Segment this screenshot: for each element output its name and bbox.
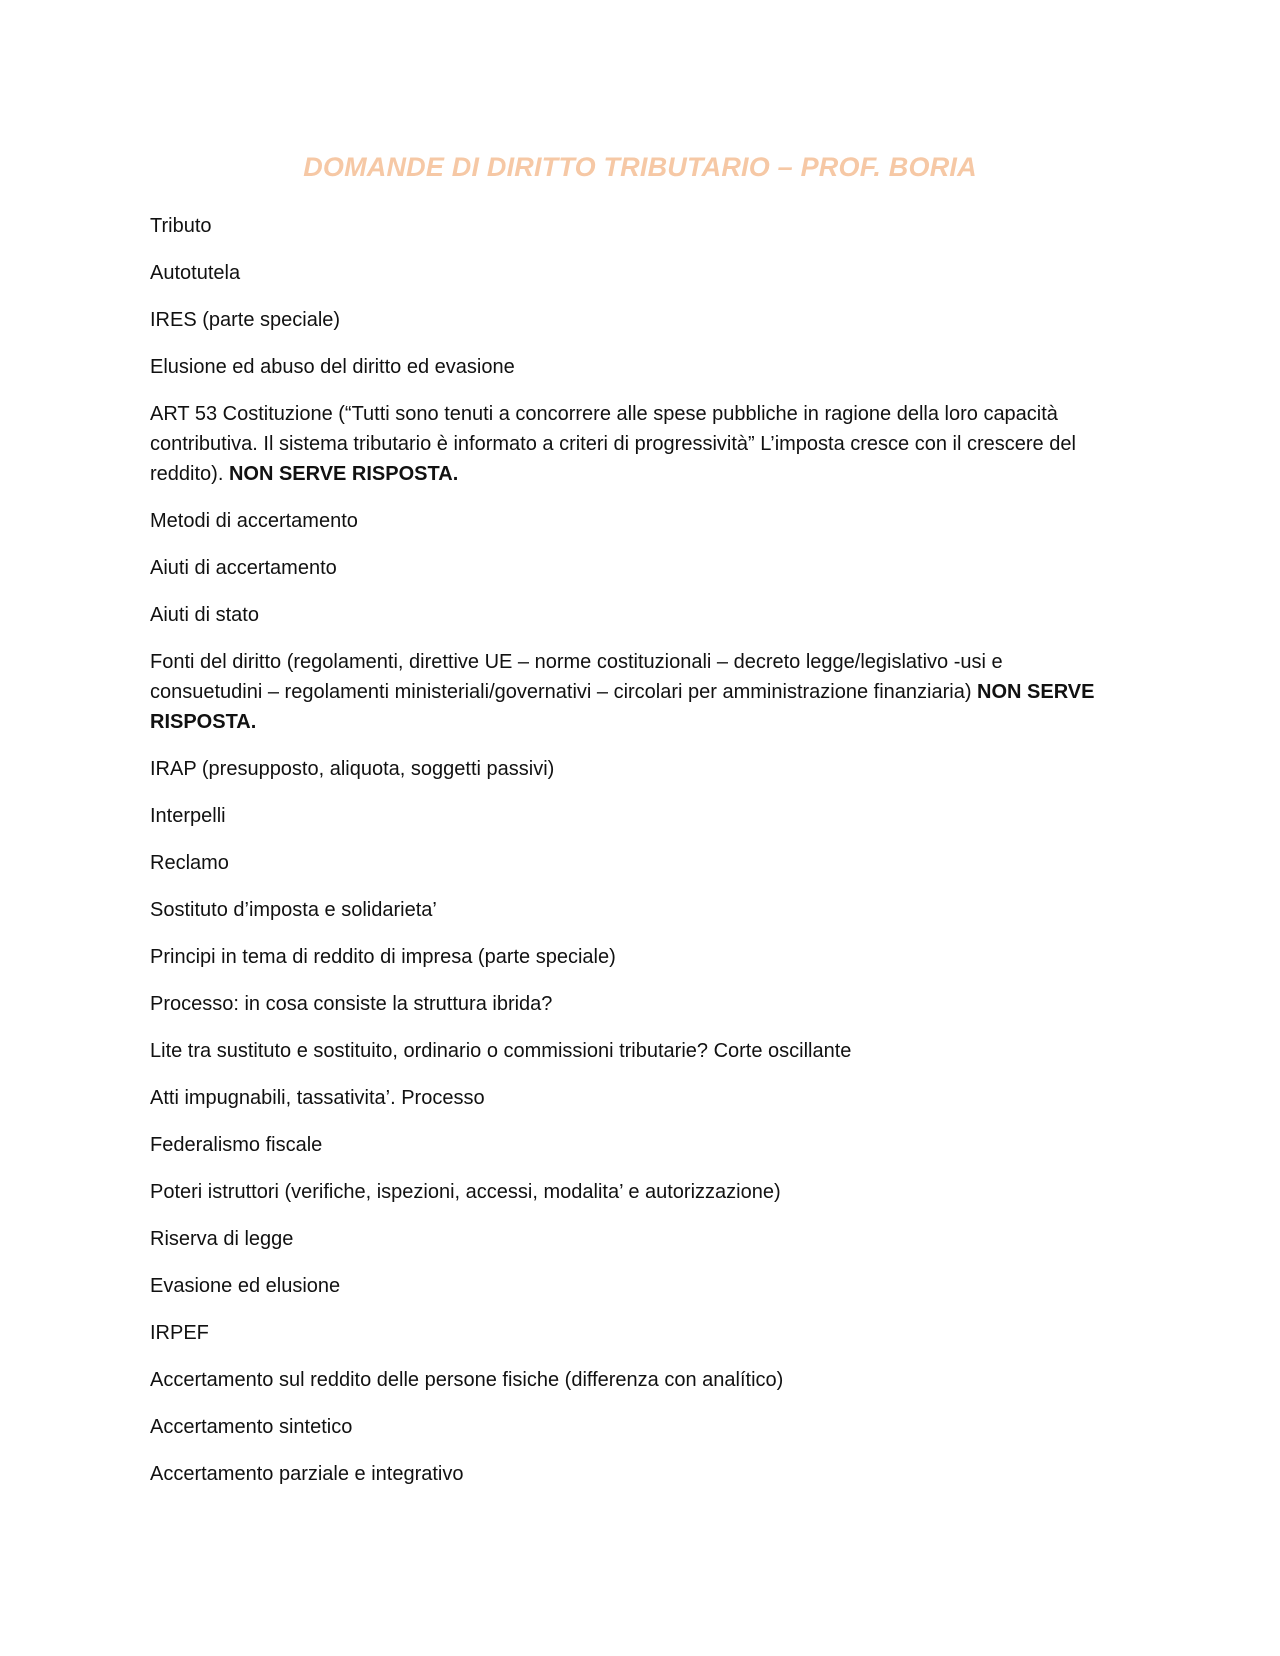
question-text: Fonti del diritto (regolamenti, direttive UE – norme costituzionali – decreto legge/legislativo -usi e consuetudini – regolamenti ministeriali/governativi – circolari per amministrazione finanziaria) [150,651,1003,703]
question-item: Reclamo [150,852,229,874]
question-item: Accertamento sintetico [150,1416,353,1438]
question-item: IRPEF [150,1322,209,1344]
question-item: Tributo [150,215,212,237]
no-answer-note: NON SERVE RISPOSTA. [150,681,1095,733]
question-item: IRAP (presupposto, aliquota, soggetti passivi) [150,758,555,780]
question-item: Riserva di legge [150,1228,294,1250]
page-title: DOMANDE DI DIRITTO TRIBUTARIO – PROF. BORIA [303,152,977,182]
question-item: Metodi di accertamento [150,510,358,532]
question-list [150,211,1110,1506]
question-item: IRES (parte speciale) [150,309,341,331]
question-item: Sostituto d’imposta e solidarieta’ [150,899,437,921]
question-item: Poteri istruttori (verifiche, ispezioni, accessi, modalita’ e autorizzazione) [150,1181,781,1203]
no-answer-note: NON SERVE RISPOSTA. [228,463,459,485]
question-item: Principi in tema di reddito di impresa (parte speciale) [150,946,616,968]
question-item: Aiuti di accertamento [150,557,337,579]
question-item: Lite tra sustituto e sostituito, ordinario o commissioni tributarie? Corte oscillante [150,1040,852,1062]
question-text: ART 53 Costituzione (“Tutti sono tenuti a concorrere alle spese pubbliche in ragione della loro capacità contributiva. Il sistema tributario è informato a criteri di progressività” L’imposta cresce con il crescere del reddito). [150,403,1076,485]
question-item: Evasione ed elusione [150,1275,341,1297]
question-item: Accertamento parziale e integrativo [150,1463,464,1485]
question-item: Interpelli [150,805,226,827]
question-item: Accertamento sul reddito delle persone fisiche (differenza con analítico) [150,1369,784,1391]
question-item [150,399,1110,489]
question-item: Federalismo fiscale [150,1134,323,1156]
question-item: Elusione ed abuso del diritto ed evasione [150,356,515,378]
question-item: Aiuti di stato [150,604,259,626]
question-item: Atti impugnabili, tassativita’. Processo [150,1087,485,1109]
question-item: Processo: in cosa consiste la struttura ibrida? [150,993,553,1015]
question-item [150,647,1110,737]
question-item: Autotutela [150,262,241,284]
